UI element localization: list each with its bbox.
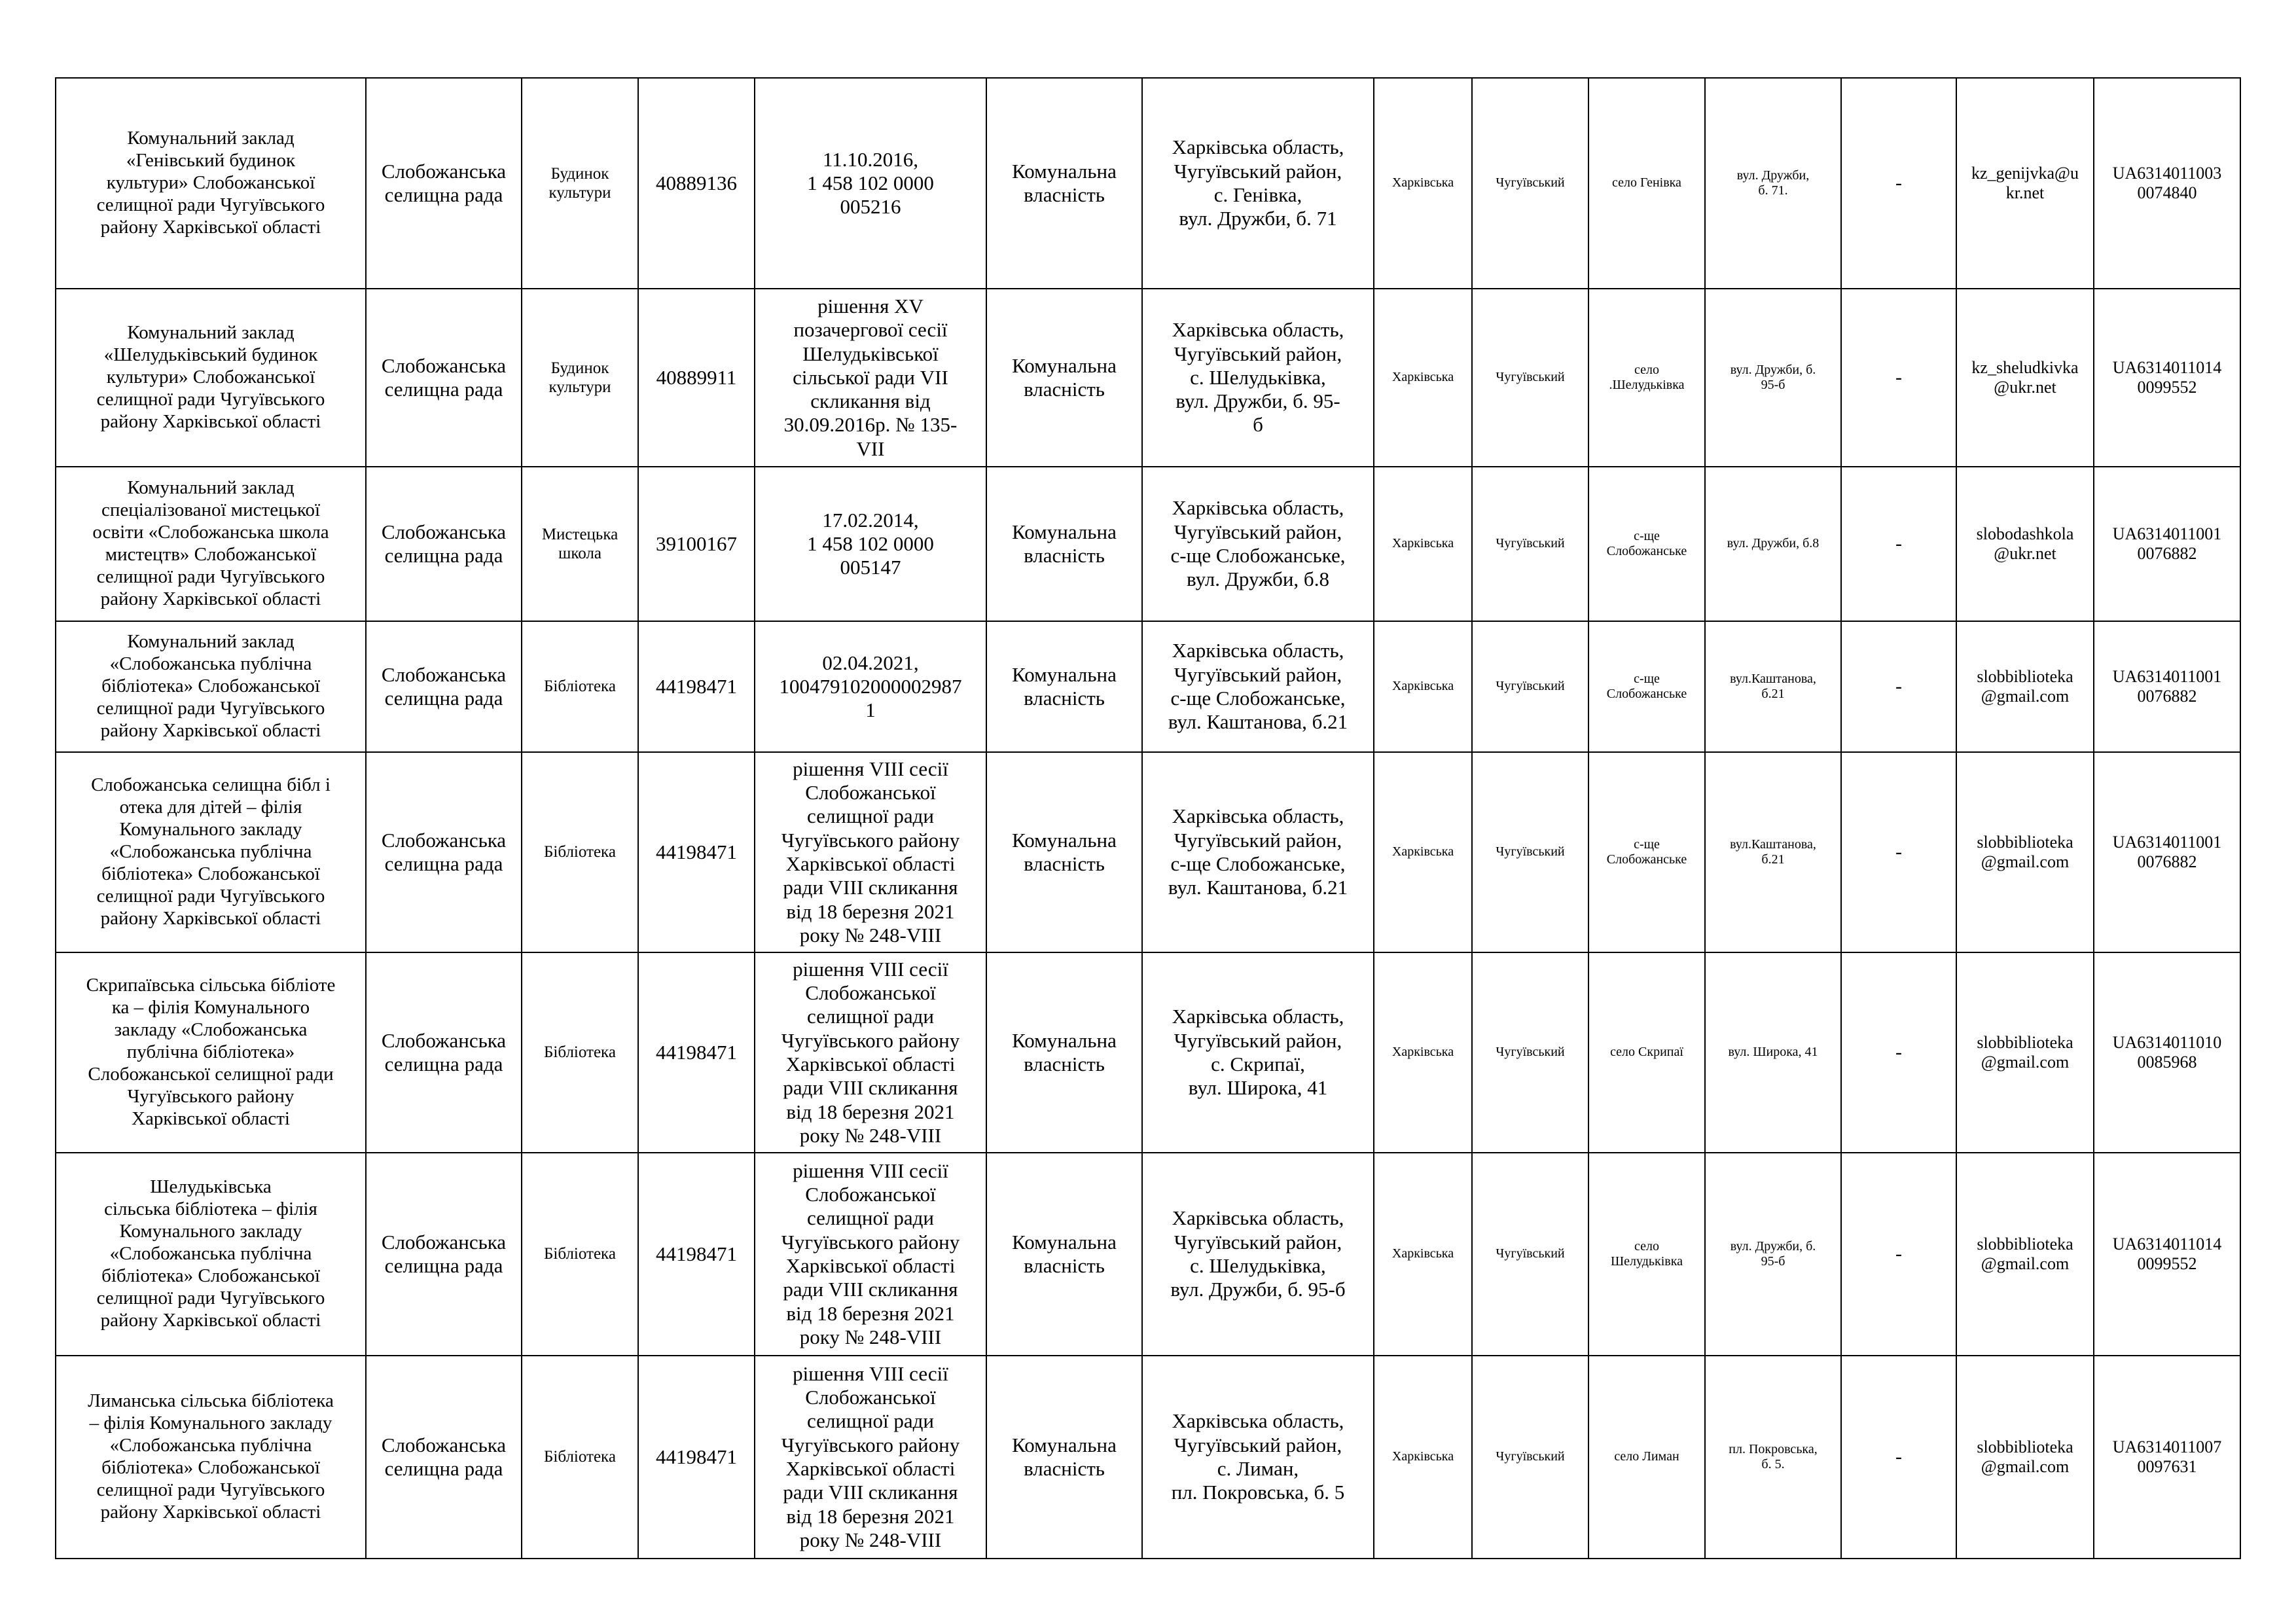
institution-type: Мистецька школа [522, 467, 638, 621]
full-address: Харківська область, Чугуївський район, с. Шелудьківка, вул. Дружби, б. 95- б [1142, 289, 1374, 467]
institution-type: Будинок культури [522, 289, 638, 467]
ownership-form: Комунальна власність [986, 78, 1142, 289]
ownership-form: Комунальна власність [986, 289, 1142, 467]
street: вул. Широка, 41 [1705, 952, 1841, 1153]
ownership-form: Комунальна власність [986, 1153, 1142, 1356]
registration-document: рішення VIII сесії Слобожанської селищної ради Чугуївського району Харківської області ради VIII скликання від 18 березня 2021 року № 248-VIII [755, 1356, 986, 1559]
full-address: Харківська область, Чугуївський район, с. Лиман, пл. Покровська, б. 5 [1142, 1356, 1374, 1559]
edrpou-code: 44198471 [638, 1153, 755, 1356]
empty-dash: - [1841, 952, 1956, 1153]
founder-council: Слобожанська селищна рада [366, 621, 522, 752]
table-row [56, 1153, 2240, 1356]
edrpou-code: 40889911 [638, 289, 755, 467]
oblast: Харківська [1374, 289, 1472, 467]
ownership-form: Комунальна власність [986, 1356, 1142, 1559]
katottg-code: UA6314011014 0099552 [2094, 1153, 2240, 1356]
katottg-code: UA6314011001 0076882 [2094, 752, 2240, 952]
empty-dash: - [1841, 289, 1956, 467]
email: kz_genijvka@u kr.net [1956, 78, 2094, 289]
founder-council: Слобожанська селищна рада [366, 752, 522, 952]
empty-dash: - [1841, 752, 1956, 952]
founder-council: Слобожанська селищна рада [366, 952, 522, 1153]
katottg-code: UA6314011001 0076882 [2094, 621, 2240, 752]
empty-dash: - [1841, 1356, 1956, 1559]
ownership-form: Комунальна власність [986, 621, 1142, 752]
full-address: Харківська область, Чугуївський район, с-ще Слобожанське, вул. Дружби, б.8 [1142, 467, 1374, 621]
institution-name: Скрипаївська сільська бібліоте ка – філія Комунального закладу «Слобожанська публічна бібліотека» Слобожанської селищної ради Чугуївського району Харківської області [56, 952, 366, 1153]
raion: Чугуївський [1472, 467, 1588, 621]
raion: Чугуївський [1472, 952, 1588, 1153]
institution-type: Бібліотека [522, 952, 638, 1153]
institution-name: Комунальний заклад «Слобожанська публічна бібліотека» Слобожанської селищної ради Чугуївського району Харківської області [56, 621, 366, 752]
registration-document: рішення VIII сесії Слобожанської селищної ради Чугуївського району Харківської області ради VIII скликання від 18 березня 2021 року № 248-VIII [755, 1153, 986, 1356]
table-row [56, 1356, 2240, 1559]
empty-dash: - [1841, 78, 1956, 289]
settlement: село Лиман [1588, 1356, 1705, 1559]
edrpou-code: 39100167 [638, 467, 755, 621]
founder-council: Слобожанська селищна рада [366, 1153, 522, 1356]
registry-table [55, 77, 2241, 1559]
email: slobbiblioteka @gmail.com [1956, 621, 2094, 752]
founder-council: Слобожанська селищна рада [366, 78, 522, 289]
street: вул. Дружби, б.8 [1705, 467, 1841, 621]
settlement: с-ще Слобожанське [1588, 621, 1705, 752]
oblast: Харківська [1374, 1153, 1472, 1356]
institution-type: Бібліотека [522, 752, 638, 952]
oblast: Харківська [1374, 952, 1472, 1153]
institution-type: Бібліотека [522, 1356, 638, 1559]
full-address: Харківська область, Чугуївський район, с. Генівка, вул. Дружби, б. 71 [1142, 78, 1374, 289]
institution-type: Бібліотека [522, 1153, 638, 1356]
ownership-form: Комунальна власність [986, 467, 1142, 621]
ownership-form: Комунальна власність [986, 952, 1142, 1153]
institution-name: Комунальний заклад «Генівський будинок культури» Слобожанської селищної ради Чугуївського району Харківської області [56, 78, 366, 289]
street: вул. Дружби, б. 71. [1705, 78, 1841, 289]
raion: Чугуївський [1472, 289, 1588, 467]
registration-document: 11.10.2016, 1 458 102 0000 005216 [755, 78, 986, 289]
registration-document: рішення VIII сесії Слобожанської селищної ради Чугуївського району Харківської області ради VIII скликання від 18 березня 2021 року № 248-VIII [755, 752, 986, 952]
katottg-code: UA6314011003 0074840 [2094, 78, 2240, 289]
edrpou-code: 44198471 [638, 752, 755, 952]
email: slobodashkola @ukr.net [1956, 467, 2094, 621]
institution-name: Лиманська сільська бібліотека – філія Комунального закладу «Слобожанська публічна бібліотека» Слобожанської селищної ради Чугуївського району Харківської області [56, 1356, 366, 1559]
email: kz_sheludkivka @ukr.net [1956, 289, 2094, 467]
katottg-code: UA6314011014 0099552 [2094, 289, 2240, 467]
settlement: село Генівка [1588, 78, 1705, 289]
oblast: Харківська [1374, 621, 1472, 752]
full-address: Харківська область, Чугуївський район, с. Скрипаї, вул. Широка, 41 [1142, 952, 1374, 1153]
table-row [56, 621, 2240, 752]
full-address: Харківська область, Чугуївський район, с-ще Слобожанське, вул. Каштанова, б.21 [1142, 752, 1374, 952]
raion: Чугуївський [1472, 1356, 1588, 1559]
street: вул.Каштанова, б.21 [1705, 621, 1841, 752]
settlement: село Шелудьківка [1588, 1153, 1705, 1356]
registration-document: 02.04.2021, 100479102000002987 1 [755, 621, 986, 752]
katottg-code: UA6314011007 0097631 [2094, 1356, 2240, 1559]
table-row [56, 78, 2240, 289]
katottg-code: UA6314011001 0076882 [2094, 467, 2240, 621]
street: вул. Дружби, б. 95-б [1705, 1153, 1841, 1356]
institution-name: Шелудьківська сільська бібліотека – філія Комунального закладу «Слобожанська публічна бібліотека» Слобожанської селищної ради Чугуївського району Харківської області [56, 1153, 366, 1356]
street: пл. Покровська, б. 5. [1705, 1356, 1841, 1559]
institution-type: Будинок культури [522, 78, 638, 289]
empty-dash: - [1841, 467, 1956, 621]
full-address: Харківська область, Чугуївський район, с. Шелудьківка, вул. Дружби, б. 95-б [1142, 1153, 1374, 1356]
email: slobbiblioteka @gmail.com [1956, 952, 2094, 1153]
oblast: Харківська [1374, 467, 1472, 621]
settlement: село Скрипаї [1588, 952, 1705, 1153]
oblast: Харківська [1374, 752, 1472, 952]
empty-dash: - [1841, 621, 1956, 752]
registration-document: 17.02.2014, 1 458 102 0000 005147 [755, 467, 986, 621]
settlement: село .Шелудьківка [1588, 289, 1705, 467]
email: slobbiblioteka @gmail.com [1956, 752, 2094, 952]
empty-dash: - [1841, 1153, 1956, 1356]
institution-name: Комунальний заклад «Шелудьківський будинок культури» Слобожанської селищної ради Чугуївського району Харківської області [56, 289, 366, 467]
settlement: с-ще Слобожанське [1588, 752, 1705, 952]
full-address: Харківська область, Чугуївський район, с-ще Слобожанське, вул. Каштанова, б.21 [1142, 621, 1374, 752]
street: вул.Каштанова, б.21 [1705, 752, 1841, 952]
settlement: с-ще Слобожанське [1588, 467, 1705, 621]
founder-council: Слобожанська селищна рада [366, 289, 522, 467]
raion: Чугуївський [1472, 78, 1588, 289]
founder-council: Слобожанська селищна рада [366, 1356, 522, 1559]
edrpou-code: 44198471 [638, 621, 755, 752]
oblast: Харківська [1374, 78, 1472, 289]
edrpou-code: 40889136 [638, 78, 755, 289]
table-row [56, 289, 2240, 467]
institution-name: Слобожанська селищна бібл і отека для дітей – філія Комунального закладу «Слобожанська публічна бібліотека» Слобожанської селищної ради Чугуївського району Харківської області [56, 752, 366, 952]
registration-document: рішення VIII сесії Слобожанської селищної ради Чугуївського району Харківської області ради VIII скликання від 18 березня 2021 року № 248-VIII [755, 952, 986, 1153]
raion: Чугуївський [1472, 1153, 1588, 1356]
email: slobbiblioteka @gmail.com [1956, 1356, 2094, 1559]
katottg-code: UA6314011010 0085968 [2094, 952, 2240, 1153]
raion: Чугуївський [1472, 752, 1588, 952]
edrpou-code: 44198471 [638, 1356, 755, 1559]
street: вул. Дружби, б. 95-б [1705, 289, 1841, 467]
oblast: Харківська [1374, 1356, 1472, 1559]
registration-document: рішення XV позачергової сесії Шелудьківської сільської ради VII скликання від 30.09.2016р. № 135- VII [755, 289, 986, 467]
institution-type: Бібліотека [522, 621, 638, 752]
raion: Чугуївський [1472, 621, 1588, 752]
table-row [56, 752, 2240, 952]
founder-council: Слобожанська селищна рада [366, 467, 522, 621]
edrpou-code: 44198471 [638, 952, 755, 1153]
table-row [56, 952, 2240, 1153]
email: slobbiblioteka @gmail.com [1956, 1153, 2094, 1356]
institution-name: Комунальний заклад спеціалізованої мистецької освіти «Слобожанська школа мистецтв» Слобожанської селищної ради Чугуївського району Харківської області [56, 467, 366, 621]
table-row [56, 467, 2240, 621]
ownership-form: Комунальна власність [986, 752, 1142, 952]
